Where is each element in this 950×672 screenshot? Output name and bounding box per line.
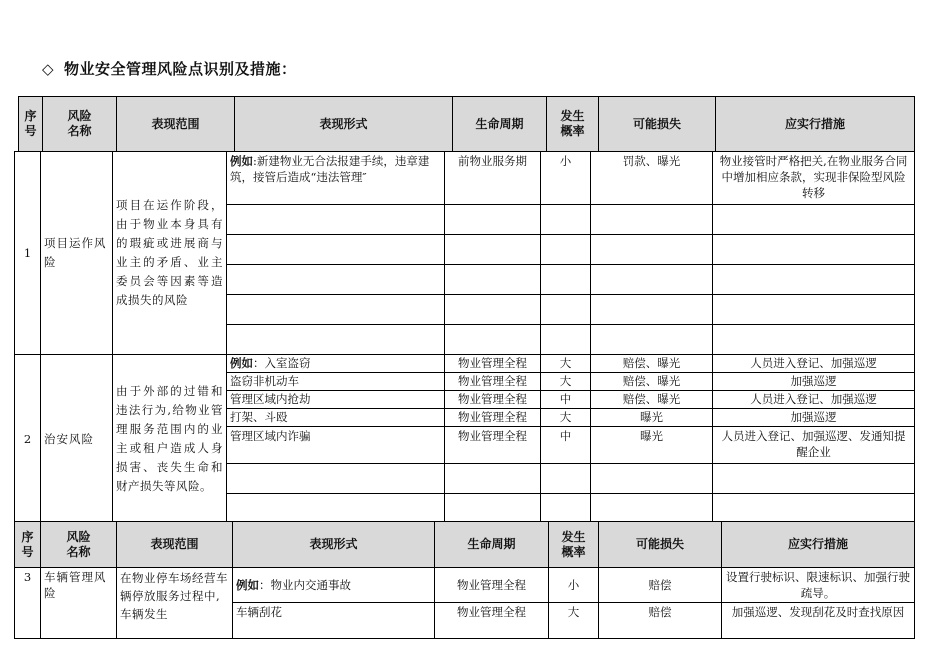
section-3-measure-1: 设置行驶标识、限速标识、加强行驶疏导。 — [722, 568, 915, 603]
diamond-icon: ◇ — [42, 60, 55, 78]
section-1-cycle: 前物业服务期 — [445, 152, 541, 205]
section-2-name: 治安风险 — [41, 355, 113, 524]
section-2-measure-5: 人员进入登记、加强巡逻、发通知提醒企业 — [713, 427, 915, 464]
table-row — [15, 568, 915, 603]
page-title — [42, 58, 297, 79]
section-1-no: 1 — [15, 152, 41, 355]
header-scope: 表现范围 — [117, 97, 235, 152]
section-2-form-5: 管理区域内诈骗 — [227, 427, 445, 464]
section-2-form-4: 打架、斗殴 — [227, 409, 445, 427]
header-form: 表现形式 — [235, 97, 453, 152]
section-2-scope: 由于外部的过错和违法行为,给物业管理服务范围内的业主或租户造成人身损害、丧失生命和财产损失等风险。 — [113, 355, 227, 524]
header-form-2: 表现形式 — [233, 522, 435, 568]
section-3-form-1: 例如：物业内交通事故 — [233, 568, 435, 603]
header-loss: 可能损失 — [599, 97, 716, 152]
header-loss-2: 可能损失 — [599, 522, 722, 568]
header-probability-2: 发生 概率 — [549, 522, 599, 568]
header-scope-2: 表现范围 — [117, 522, 233, 568]
section-3-prob-1: 小 — [549, 568, 599, 603]
risk-table — [14, 151, 915, 524]
header-measure-2: 应实行措施 — [722, 522, 915, 568]
section-2-prob-2: 大 — [541, 373, 591, 391]
section-3-scope: 在物业停车场经营车辆停放服务过程中,车辆发生 — [117, 568, 233, 639]
section-2-cycle-5: 物业管理全程 — [445, 427, 541, 464]
section-2-prob-1: 大 — [541, 355, 591, 373]
section-2-measure-3: 人员进入登记、加强巡逻 — [713, 391, 915, 409]
section-2-cycle-4: 物业管理全程 — [445, 409, 541, 427]
risk-table-continued — [14, 521, 915, 639]
section-2-loss-5: 曝光 — [591, 427, 713, 464]
header-risk-name: 风险 名称 — [43, 97, 117, 152]
section-3-cycle-1: 物业管理全程 — [435, 568, 549, 603]
section-3-loss-2: 赔偿 — [599, 603, 722, 639]
table-row — [15, 152, 915, 205]
section-2-measure-4: 加强巡逻 — [713, 409, 915, 427]
section-2-prob-5: 中 — [541, 427, 591, 464]
table-row — [15, 355, 915, 373]
section-1-form: 例如:新建物业无合法报建手续，违章建筑，接管后造成“违法管理″ — [227, 152, 445, 205]
section-2-cycle-1: 物业管理全程 — [445, 355, 541, 373]
header-risk-name-2: 风险 名称 — [41, 522, 117, 568]
section-2-measure-2: 加强巡逻 — [713, 373, 915, 391]
section-3-no: 3 — [15, 568, 41, 639]
header-cycle: 生命周期 — [453, 97, 547, 152]
section-2-loss-4: 曝光 — [591, 409, 713, 427]
section-3-name: 车辆管理风险 — [41, 568, 117, 639]
section-1-name: 项目运作风险 — [41, 152, 113, 355]
header-seq: 序 号 — [19, 97, 43, 152]
section-1-loss: 罚款、曝光 — [591, 152, 713, 205]
section-2-cycle-3: 物业管理全程 — [445, 391, 541, 409]
header-probability: 发生 概率 — [547, 97, 599, 152]
section-2-cycle-2: 物业管理全程 — [445, 373, 541, 391]
section-3-loss-1: 赔偿 — [599, 568, 722, 603]
header-cycle-2: 生命周期 — [435, 522, 549, 568]
section-3-measure-2: 加强巡逻、发现刮花及时查找原因 — [722, 603, 915, 639]
section-3-prob-2: 大 — [549, 603, 599, 639]
section-2-no: 2 — [15, 355, 41, 524]
section-3-cycle-2: 物业管理全程 — [435, 603, 549, 639]
section-2-loss-3: 赔偿、曝光 — [591, 391, 713, 409]
section-1-scope: 项目在运作阶段，由于物业本身具有的瑕疵或进展商与业主的矛盾、业主委员会等因素等造成损失的风险 — [113, 152, 227, 355]
section-2-prob-3: 中 — [541, 391, 591, 409]
section-2-loss-1: 赔偿、曝光 — [591, 355, 713, 373]
section-2-form-1: 例如：入室盗窃 — [227, 355, 445, 373]
section-2-form-3: 管理区域内抢劫 — [227, 391, 445, 409]
header-table — [18, 96, 915, 152]
section-2-measure-1: 人员进入登记、加强巡逻 — [713, 355, 915, 373]
section-2-form-2: 盗窃非机动车 — [227, 373, 445, 391]
page-title-text: 物业安全管理风险点识别及措施： — [64, 60, 297, 78]
section-1-prob: 小 — [541, 152, 591, 205]
header-seq-2: 序 号 — [15, 522, 41, 568]
section-2-prob-4: 大 — [541, 409, 591, 427]
section-1-measure: 物业接管时严格把关,在物业服务合同中增加相应条款，实现非保险型风险转移 — [713, 152, 915, 205]
section-2-loss-2: 赔偿、曝光 — [591, 373, 713, 391]
section-3-form-2: 车辆刮花 — [233, 603, 435, 639]
header-measure: 应实行措施 — [716, 97, 915, 152]
